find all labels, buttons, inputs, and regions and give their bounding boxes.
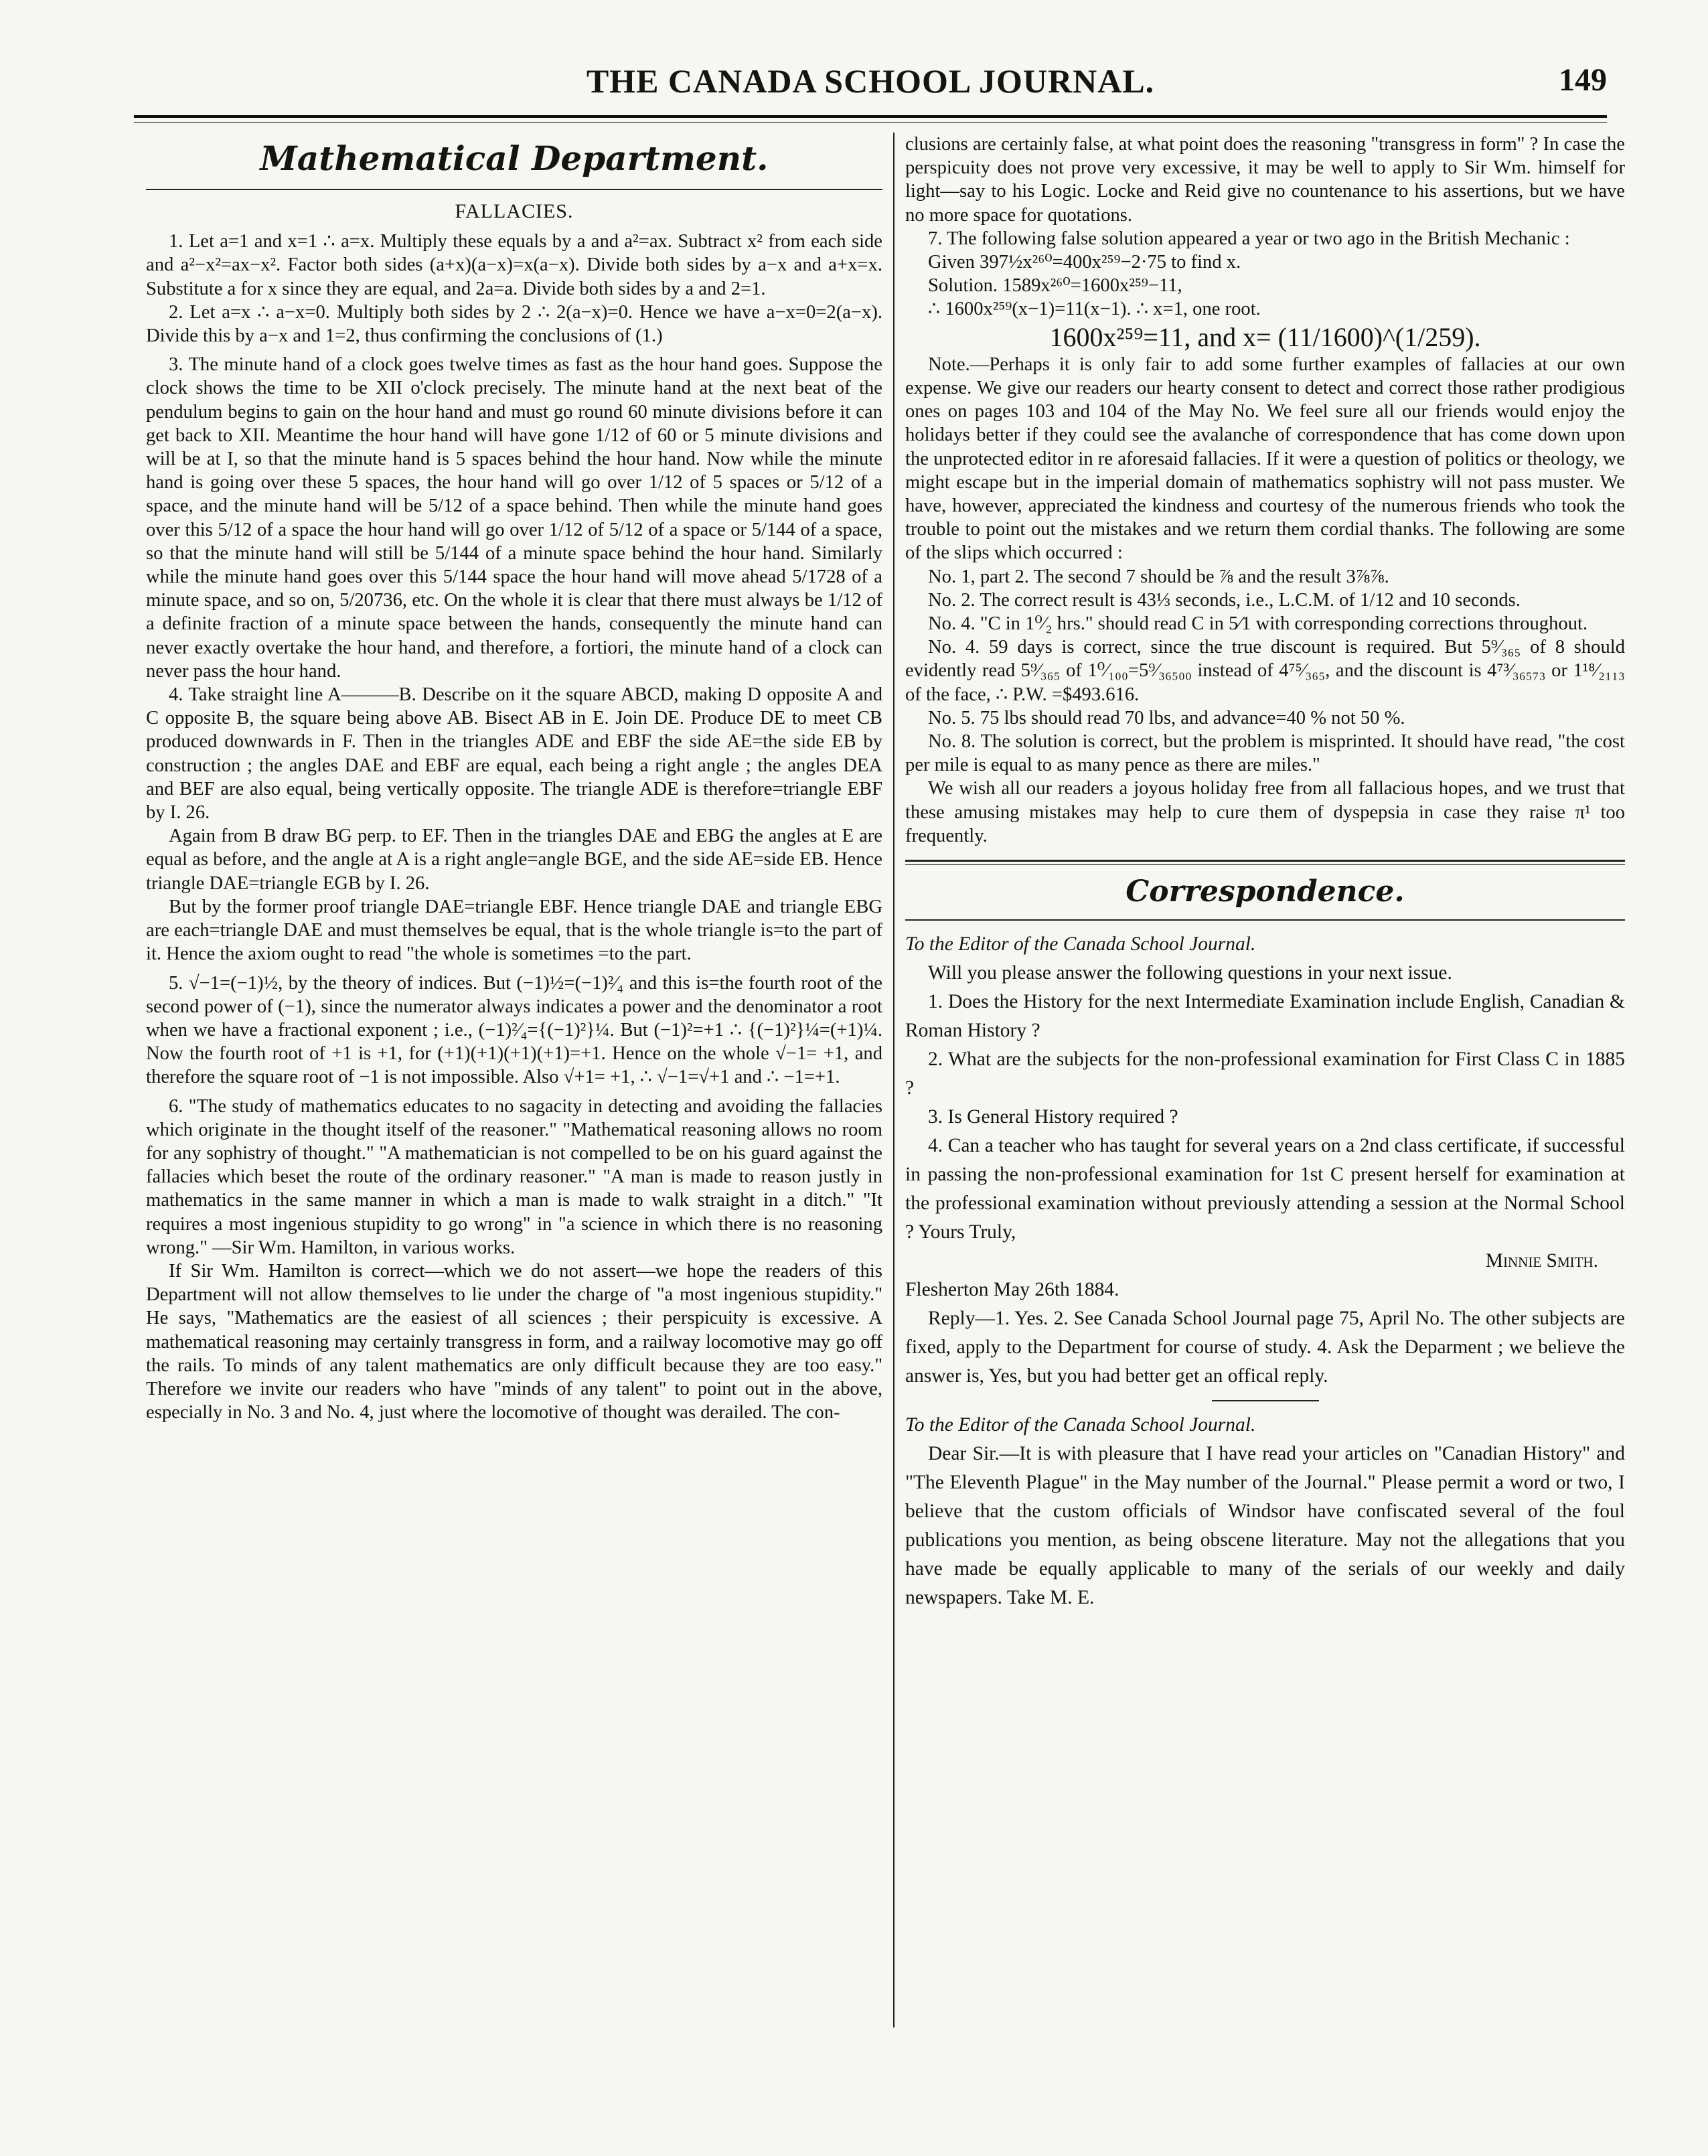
letter-1-q4: 4. Can a teacher who has taught for several years on a 2nd class certificate, if successful in passing the non-professional examination for 1st C present herself for examination at the professional examination without previously attending a session at the Normal School ? Yours Truly, bbox=[905, 1135, 1625, 1243]
fallacy-4-conclusion: But by the former proof triangle DAE=triangle EBF. Hence triangle DAE and triangle EBG are each=triangle DAE and must themselves be equal, that is the whole triangle is=to the part of it. Hence the axiom ought to read "the whole is sometimes =to the part. bbox=[146, 896, 882, 965]
continued-paragraph: clusions are certainly false, at what point does the reasoning "transgress in form" ? In case the perspicuity does not prove very excessive, it may be well to apply to Sir Wm. himself for light—say to his Logic. Locke and Reid give no countenance to his assertions, but we have no more space for quotations. bbox=[905, 134, 1625, 226]
letter-2-salutation: To the Editor of the Canada School Journal. bbox=[905, 1414, 1256, 1436]
column-divider bbox=[893, 133, 895, 2027]
letter-1-dateline: Flesherton May 26th 1884. bbox=[905, 1279, 1119, 1301]
math-solution: Solution. 1589x²⁶⁰=1600x²⁵⁹−11, bbox=[928, 275, 1182, 297]
letter-1-reply: Reply—1. Yes. 2. See Canada School Journal page 75, April No. The other subjects are fixed, apply to the Department for course of study. 4. Ask the Deparment ; we believe the answer is, Yes, but you had better get an offical reply. bbox=[905, 1308, 1625, 1387]
math-root: ∴ 1600x²⁵⁹(x−1)=11(x−1). ∴ x=1, one root. bbox=[928, 299, 1261, 320]
math-given: Given 397½x²⁶⁰=400x²⁵⁹−2·75 to find x. bbox=[928, 252, 1241, 273]
page-number: 149 bbox=[1559, 62, 1607, 98]
letter-2-body: Dear Sir.—It is with pleasure that I have read your articles on "Canadian History" and "The Eleventh Plague" in the May number of the Journal." Please permit a word or two, I believe that the custom officials of Windsor have confiscated several of the foul publications you mention, as being obscene literature. May not the allegations that you have made be equally applicable to many of the serials of our weekly and daily newspapers. Take M. E. bbox=[905, 1443, 1625, 1609]
letter-1-q1: 1. Does the History for the next Intermediate Examination include English, Canadian & Roman History ? bbox=[905, 991, 1625, 1042]
fallacies-heading: FALLACIES. bbox=[455, 200, 574, 222]
slip-no1: No. 1, part 2. The second 7 should be ⅞ and the result 3⅞⅞. bbox=[928, 566, 1389, 587]
letter-1-q2: 2. What are the subjects for the non-professional examination for First Class C in 1885 ? bbox=[905, 1049, 1625, 1099]
slip-no5: No. 5. 75 lbs should read 70 lbs, and advance=40 % not 50 %. bbox=[928, 707, 1405, 728]
fallacy-5: 5. √−1=(−1)½, by the theory of indices. But (−1)½=(−1)²⁄₄ and this is=the fourth root of the second power of (−1), since the numerator always indicates a power and the denominator a root when we have a fractional exponent ; i.e., (−1)²⁄₄={(−1)²}¼. But (−1)²=+1 ∴ {(−1)²}¼=(+1)¼. Now the fourth root of +1 is +1, for (+1)(+1)(+1)(+1)=+1. Hence on the whole √−1= +1, and therefore the square root of −1 is not impossible. Also √+1= +1, ∴ √−1=√+1 and ∴ −1=+1. bbox=[146, 972, 882, 1088]
note-paragraph: Note.—Perhaps it is only fair to add some further examples of fallacies at our own expense. We give our readers our hearty consent to detect and correct those rather prodigious ones on pages 103 and 104 of the May No. We feel sure all our friends would enjoy the holidays better if they could see the avalanche of correspondence that has come down upon the unprotected editor in re aforesaid fallacies. If it were a question of politics or theology, we might escape but in the imperial domain of mathematics sophistry will not pass muster. We have, however, appreciated the kindness and courtesy of the numerous friends who took the trouble to point out the mistakes and we return them cordial thanks. The following are some of the slips which occurred : bbox=[905, 354, 1625, 564]
letter-1 bbox=[905, 930, 1625, 1391]
fallacy-2: 2. Let a=x ∴ a−x=0. Multiply both sides by 2 ∴ 2(a−x)=0. Hence we have a−x=0=2(a−x). Divide this by a−x and 1=2, thus confirming the conclusions of (1.) bbox=[146, 301, 882, 347]
correspondence-rule bbox=[905, 860, 1625, 865]
left-column bbox=[146, 133, 882, 1424]
right-column bbox=[905, 133, 1625, 1612]
fallacy-4: 4. Take straight line A———B. Describe on it the square ABCD, making D opposite A and C opposite B, the square being above AB. Bisect AB in E. Join DE. Produce DE to meet CB produced downwards in F. Then in the triangles ADE and EBF the side AE=the side EB by construction ; the angles DAE and EBF are equal, each being a right angle ; the angles DEA and BEF are also equal, being vertically opposite. The triangle ADE is therefore=triangle EBF by I. 26. bbox=[146, 684, 882, 824]
header-rule bbox=[134, 115, 1607, 123]
fallacy-4-continued: Again from B draw BG perp. to EF. Then in the triangles DAE and EBG the angles at E are equal as before, and the angle at A is a right angle=angle BGE, and the side AE=side EB. Hence triangle DAE=triangle EGB by I. 26. bbox=[146, 826, 882, 894]
letter-1-q3: 3. Is General History required ? bbox=[928, 1106, 1178, 1128]
hamilton-commentary: If Sir Wm. Hamilton is correct—which we do not assert—we hope the readers of this Department will not allow themselves to lie under the charge of "a most ingenious stupidity." He says, "Mathematics are the easiest of all sciences ; their perspicuity is excessive. A mathematical reasoning may certainly transgress in form, and a railway locomotive may go off the rails. To minds of any talent mathematics are only difficult because they are too easy." Therefore we invite our readers who have "minds of any talent" to point out in the above, especially in No. 3 and No. 4, just where the locomotive of thought was derailed. The con- bbox=[146, 1260, 882, 1423]
journal-title: THE CANADA SCHOOL JOURNAL. bbox=[586, 62, 1155, 100]
department-rule bbox=[146, 189, 882, 190]
slip-no4b: No. 4. 59 days is correct, since the true discount is required. But 5⁹⁄₃₆₅ of 8 should evidently read 5⁹⁄₃₆₅ of 1⁰⁄₁₀₀=5⁹⁄₃₆₅₀₀ instead of 4⁷⁵⁄₃₆₅, and the discount is 4⁷³⁄₃₆₅₇₃ or 1¹⁸⁄₂₁₁₃ of the face, ∴ P.W. =$493.616. bbox=[905, 637, 1625, 705]
slip-no2: No. 2. The correct result is 43⅓ seconds, i.e., L.C.M. of 1/12 and 10 seconds. bbox=[928, 589, 1521, 611]
slip-no4a: No. 4. "C in 1⁰⁄₂ hrs." should read C in 5⁄1 with corresponding corrections throughout. bbox=[928, 613, 1588, 635]
page-header bbox=[134, 62, 1607, 108]
letter-1-signature: Minnie Smith. bbox=[1485, 1250, 1598, 1272]
letter-separator bbox=[1212, 1400, 1319, 1401]
fallacy-1: 1. Let a=1 and x=1 ∴ a=x. Multiply these equals by a and a²=ax. Subtract x² from each side and a²−x²=ax−x². Factor both sides (a+x)(a−x)=x(a−x). Divide both sides by a−x and a+x=x. Substitute a for x since they are equal, and 2a=a. Divide both sides by a and 2=1. bbox=[146, 231, 882, 299]
letter-1-salutation: To the Editor of the Canada School Journal. bbox=[905, 933, 1256, 955]
department-title: Mathematical Department. bbox=[260, 139, 769, 178]
slip-no8: No. 8. The solution is correct, but the problem is misprinted. It should have read, "the cost per mile is equal to as many pence as there are miles." bbox=[905, 731, 1625, 776]
correspondence-title: Correspondence. bbox=[1125, 874, 1405, 909]
letter-1-intro: Will you please answer the following questions in your next issue. bbox=[928, 962, 1452, 984]
letter-2 bbox=[905, 1411, 1625, 1612]
holiday-wish: We wish all our readers a joyous holiday free from all fallacious hopes, and we trust that these amusing mistakes may help to cure them of dyspepsia in case they raise π¹ too frequently. bbox=[905, 778, 1625, 846]
math-result: 1600x²⁵⁹=11, and x= (11/1600)^(1/259). bbox=[1049, 321, 1481, 352]
correspondence-subrule bbox=[905, 919, 1625, 921]
fallacy-3: 3. The minute hand of a clock goes twelve times as fast as the hour hand goes. Suppose the clock shows the time to be XII o'clock precisely. The minute hand at the next beat of the pendulum begins to gain on the hour hand and must go round 60 minute divisions before it can get back to XII. Meantime the hour hand will have gone 1/12 of 60 or 5 minute divisions and will be at I, so that the minute hand is 5 spaces behind the hour hand. Now while the minute hand is going over these 5 spaces, the hour hand will go over 1/12 of 5 spaces or 5/12 of a space, and the minute hand will be 5/12 of a space behind. Then while the minute hand goes over this 5/12 of a space the hour hand will go over 1/12 of 5/12 of a space or 5/144 of a space, so that the minute hand will still be 5/144 of a minute space behind the hour hand. Similarly while the minute hand goes over this 5/144 space the hour hand will move ahead 5/1728 of a minute space, and so on, 5/20736, etc. On the whole it is clear that there must always be 1/12 of a definite fraction of a minute space between the hands, consequently the minute hand can never exactly overtake the hour hand, and therefore, a fortiori, the minute hand of a clock can never pass the hour hand. bbox=[146, 354, 882, 682]
fallacy-7-intro: 7. The following false solution appeared a year or two ago in the British Mechanic : bbox=[928, 228, 1570, 249]
fallacy-6: 6. "The study of mathematics educates to no sagacity in detecting and avoiding the fallacies which originate in the thought itself of the reasoner." "Mathematical reasoning allows no room for any sophistry of thought." "A mathematician is not compelled to be on his guard against the fallacies which beset the route of the ordinary reasoner." "A man is made to reason justly in mathematics in the same manner in which a man is made to walk straight in a ditch." "It requires a most ingenious stupidity to go wrong" in "a science in which there is no reasoning wrong." —Sir Wm. Hamilton, in various works. bbox=[146, 1095, 882, 1258]
